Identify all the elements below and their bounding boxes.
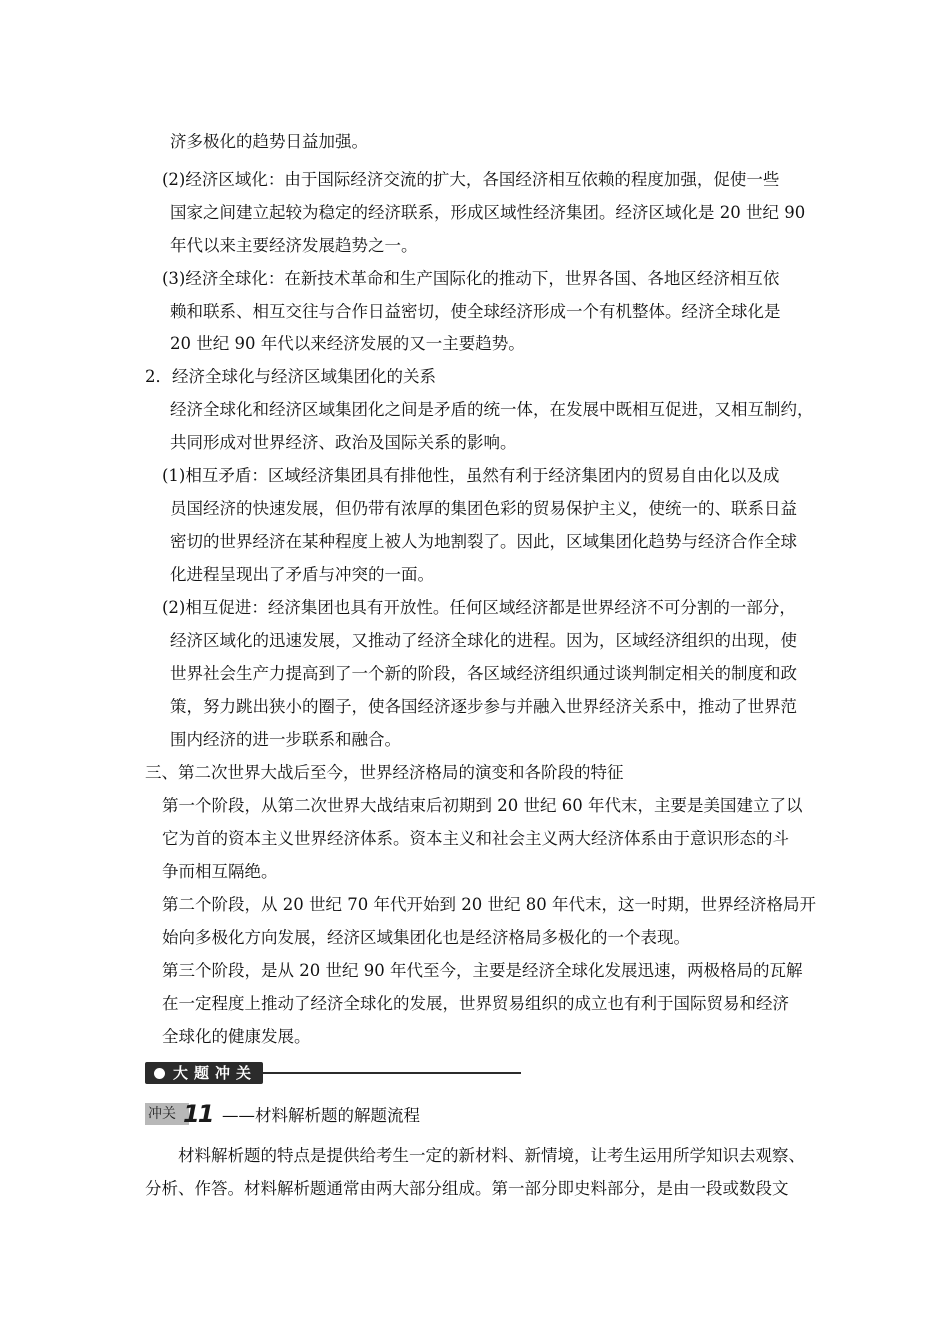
text-line: 围内经济的进一步联系和融合。 [170,730,401,749]
text-line: 经济区域化的迅速发展，又推动了经济全球化的进程。因为，区域经济组织的出现，使 [170,631,797,650]
text-line: 国家之间建立起较为稳定的经济联系，形成区域性经济集团。经济区域化是 20 世纪 90 [170,203,806,222]
section-heading: 2．经济全球化与经济区域集团化的关系 [145,367,436,386]
exercise-badge [145,1101,211,1129]
text-line: 济多极化的趋势日益加强。 [170,132,368,151]
text-line: 密切的世界经济在某种程度上被人为地割裂了。因此，区域集团化趋势与经济合作全球 [170,532,797,551]
badge-number: 11 [183,1100,213,1128]
text-line: (3)经济全球化：在新技术革命和生产国际化的推动下，世界各国、各地区经济相互依 [162,269,780,288]
text-line: 分析、作答。材料解析题通常由两大部分组成。第一部分即史料部分，是由一段或数段文 [145,1179,789,1198]
text-line: 第三个阶段，是从 20 世纪 90 年代至今，主要是经济全球化发展迅速，两极格局的瓦解 [162,961,803,980]
bullet-icon [154,1068,165,1079]
text-line: 第一个阶段，从第二次世界大战结束后初期到 20 世纪 60 年代末，主要是美国建立了以 [162,796,803,815]
text-line: 共同形成对世界经济、政治及国际关系的影响。 [170,433,517,452]
text-line: 材料解析题的特点是提供给考生一定的新材料、新情境，让考生运用所学知识去观察、 [178,1146,805,1165]
text-line: 全球化的健康发展。 [162,1027,311,1046]
text-line: 世界社会生产力提高到了一个新的阶段，各区域经济组织通过谈判制定相关的制度和政 [170,664,797,683]
text-line: 员国经济的快速发展，但仍带有浓厚的集团色彩的贸易保护主义，使统一的、联系日益 [170,499,797,518]
text-line: 经济全球化和经济区域集团化之间是矛盾的统一体，在发展中既相互促进，又相互制约， [170,400,814,419]
text-line: 20 世纪 90 年代以来经济发展的又一主要趋势。 [170,334,525,353]
text-line: 策，努力跳出狭小的圈子，使各国经济逐步参与并融入世界经济关系中，推动了世界范 [170,697,797,716]
exercise-title: ——材料解析题的解题流程 [222,1106,420,1125]
text-line: 赖和联系、相互交往与合作日益密切，使全球经济形成一个有机整体。经济全球化是 [170,302,781,321]
text-line: (2)相互促进：经济集团也具有开放性。任何区域经济都是世界经济不可分割的一部分， [162,598,796,617]
badge-label: 冲关 [148,1106,176,1122]
text-line: 化进程呈现出了矛盾与冲突的一面。 [170,565,434,584]
banner-box [145,1062,263,1084]
section-heading: 三、第二次世界大战后至今，世界经济格局的演变和各阶段的特征 [145,763,624,782]
divider [263,1072,521,1074]
text-line: 争而相互隔绝。 [162,862,278,881]
text-line: 年代以来主要经济发展趋势之一。 [170,236,418,255]
banner-label: 大题冲关 [173,1064,258,1082]
text-line: (2)经济区域化：由于国际经济交流的扩大，各国经济相互依赖的程度加强，促使一些 [162,170,780,189]
text-line: 它为首的资本主义世界经济体系。资本主义和社会主义两大经济体系由于意识形态的斗 [162,829,789,848]
text-line: (1)相互矛盾：区域经济集团具有排他性，虽然有利于经济集团内的贸易自由化以及成 [162,466,780,485]
text-line: 始向多极化方向发展，经济区域集团化也是经济格局多极化的一个表现。 [162,928,690,947]
text-line: 第二个阶段，从 20 世纪 70 年代开始到 20 世纪 80 年代末，这一时期，世界经济格局开 [162,895,816,914]
text-line: 在一定程度上推动了经济全球化的发展，世界贸易组织的成立也有利于国际贸易和经济 [162,994,789,1013]
